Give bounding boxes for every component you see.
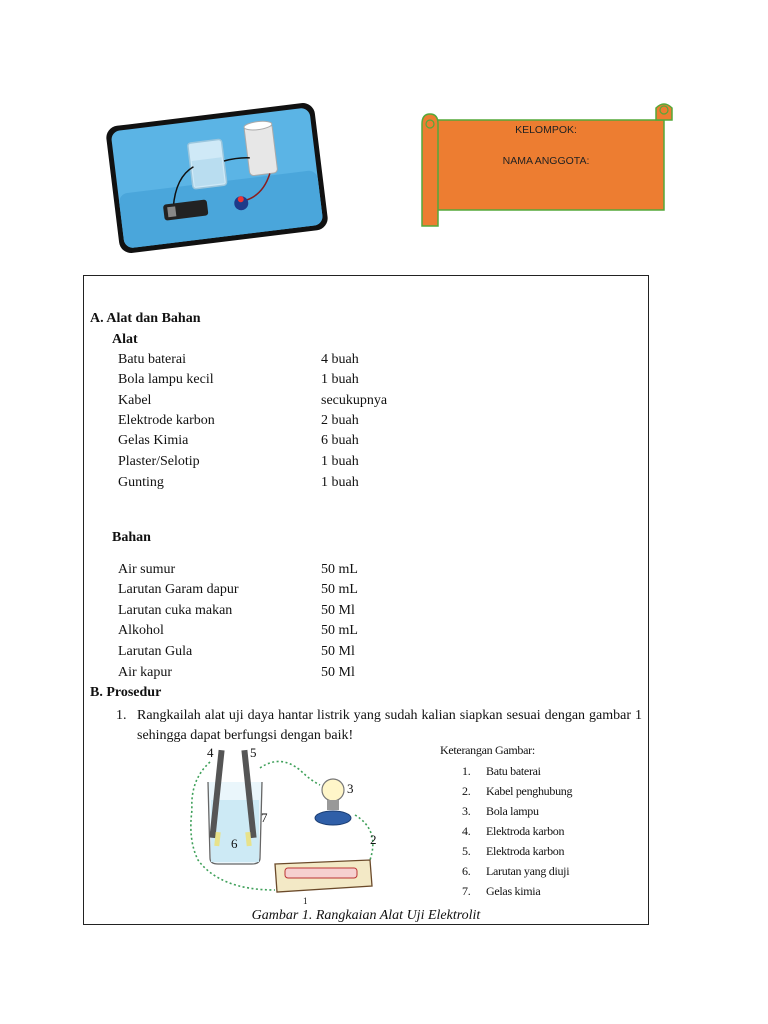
- section-a-title: A. Alat dan Bahan: [90, 311, 201, 326]
- alat-item-name: Plaster/Selotip: [118, 454, 200, 469]
- step-number: 1.: [116, 708, 127, 723]
- legend-text: Larutan yang diuji: [486, 864, 570, 878]
- legend-text: Bola lampu: [486, 804, 539, 818]
- label-3: 3: [347, 781, 354, 796]
- legend-title: Keterangan Gambar:: [440, 743, 535, 757]
- legend-num: 5.: [462, 844, 471, 858]
- alat-item-qty: secukupnya: [321, 393, 388, 408]
- figure-caption: Gambar 1. Rangkaian Alat Uji Elektrolit: [251, 908, 481, 923]
- alat-item-name: Gelas Kimia: [118, 433, 189, 448]
- bahan-item-name: Air sumur: [118, 562, 176, 577]
- label-7: 7: [261, 810, 268, 825]
- bahan-item-name: Air kapur: [118, 665, 173, 680]
- alat-item-name: Gunting: [118, 475, 164, 490]
- bahan-item-qty: 50 Ml: [321, 603, 355, 618]
- legend-num: 2.: [462, 784, 471, 798]
- alat-item-qty: 4 buah: [321, 352, 359, 367]
- bahan-item-qty: 50 mL: [321, 562, 358, 577]
- alat-item-name: Bola lampu kecil: [118, 372, 214, 387]
- bahan-item-qty: 50 Ml: [321, 665, 355, 680]
- step-1-text: Rangkailah alat uji daya hantar listrik yang sudah kalian siapkan sesuai dengan gambar 1 sehingga dapat berfungsi dengan baik!: [137, 708, 642, 743]
- alat-heading: Alat: [112, 332, 138, 347]
- bahan-heading: Bahan: [112, 530, 151, 545]
- kelompok-label: KELOMPOK:: [515, 124, 577, 136]
- legend-num: 4.: [462, 824, 471, 838]
- label-2: 2: [370, 832, 377, 847]
- legend-num: 6.: [462, 864, 471, 878]
- legend-num: 1.: [462, 764, 471, 778]
- label-4: 4: [207, 745, 214, 760]
- legend-text: Elektroda karbon: [486, 824, 565, 838]
- apparatus-photo: [103, 99, 331, 256]
- alat-item-name: Batu baterai: [118, 352, 187, 367]
- bahan-item-name: Larutan Gula: [118, 644, 193, 659]
- alat-item-qty: 2 buah: [321, 413, 359, 428]
- bahan-item-name: Larutan cuka makan: [118, 603, 233, 618]
- legend-text: Gelas kimia: [486, 884, 541, 898]
- bahan-item-qty: 50 Ml: [321, 644, 355, 659]
- label-6: 6: [231, 836, 238, 851]
- legend-num: 3.: [462, 804, 471, 818]
- bahan-item-qty: 50 mL: [321, 582, 358, 597]
- label-5: 5: [250, 745, 257, 760]
- electrolyte-circuit-diagram: [180, 740, 400, 905]
- legend-text: Batu baterai: [486, 764, 541, 778]
- alat-item-qty: 1 buah: [321, 372, 359, 387]
- alat-item-name: Elektrode karbon: [118, 413, 215, 428]
- bahan-item-name: Alkohol: [118, 623, 164, 638]
- legend-num: 7.: [462, 884, 471, 898]
- bahan-item-name: Larutan Garam dapur: [118, 582, 239, 597]
- label-1: 1: [303, 896, 308, 906]
- section-b-title: B. Prosedur: [90, 685, 162, 700]
- alat-item-qty: 1 buah: [321, 475, 359, 490]
- legend-text: Kabel penghubung: [486, 784, 573, 798]
- alat-item-qty: 6 buah: [321, 433, 359, 448]
- anggota-label: NAMA ANGGOTA:: [502, 155, 590, 167]
- bahan-item-qty: 50 mL: [321, 623, 358, 638]
- alat-item-name: Kabel: [118, 393, 152, 408]
- legend-text: Elektroda karbon: [486, 844, 565, 858]
- alat-item-qty: 1 buah: [321, 454, 359, 469]
